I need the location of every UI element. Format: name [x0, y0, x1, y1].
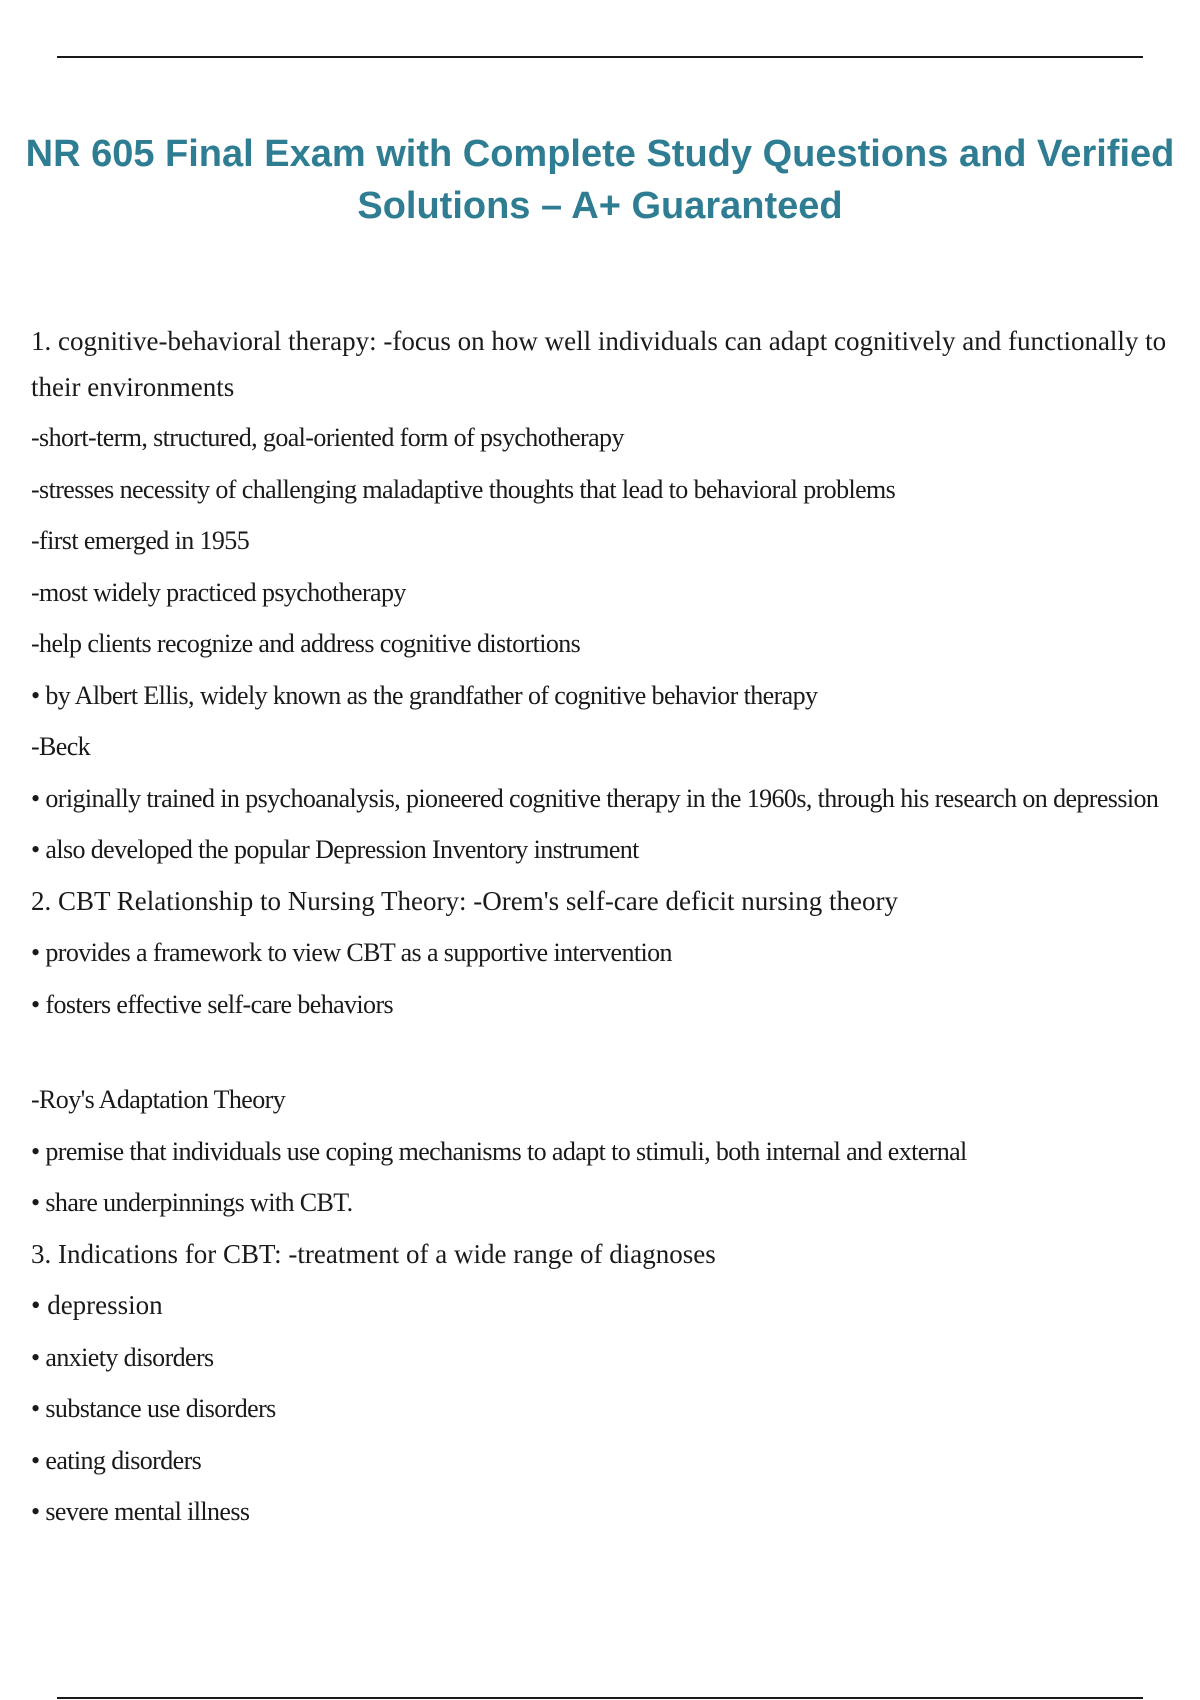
document-title — [0, 128, 1200, 232]
bullet-item: • by Albert Ellis, widely known as the grandfather of cognitive behavior therapy — [31, 680, 818, 710]
title-line-2: Solutions – A+ Guaranteed — [357, 185, 843, 227]
bullet-item: • anxiety disorders — [31, 1342, 214, 1372]
body-line: -short-term, structured, goal-oriented form of psychotherapy — [31, 423, 624, 452]
bullet-item: • fosters effective self-care behaviors — [31, 989, 394, 1019]
bullet-item: • also developed the popular Depression Inventory instrument — [31, 835, 639, 864]
blank-line — [31, 1030, 1196, 1074]
body-line: -help clients recognize and address cognitive distortions — [31, 629, 581, 658]
document-body — [31, 318, 1196, 1538]
body-line: -Beck — [31, 732, 91, 761]
bullet-item: • eating disorders — [31, 1445, 202, 1475]
bullet-item: • share underpinnings with CBT. — [31, 1188, 353, 1217]
top-rule — [57, 56, 1143, 58]
title-line-1: NR 605 Final Exam with Complete Study Questions and Verified — [25, 133, 1175, 175]
question-3: 3. Indications for CBT: -treatment of a wide range of diagnoses — [31, 1238, 716, 1269]
bullet-item: • substance use disorders — [31, 1394, 276, 1423]
body-line: -Roy's Adaptation Theory — [31, 1085, 286, 1114]
bullet-item: • provides a framework to view CBT as a supportive intervention — [31, 938, 672, 967]
bullet-item: • depression — [31, 1290, 163, 1320]
body-line: -stresses necessity of challenging maladaptive thoughts that lead to behavioral problems — [31, 474, 896, 504]
bottom-rule — [57, 1697, 1143, 1699]
body-line: -most widely practiced psychotherapy — [31, 577, 406, 607]
question-1: 1. cognitive-behavioral therapy: -focus on how well individuals can adapt cognitively and functionally to their environments — [31, 326, 1167, 402]
bullet-item: • premise that individuals use coping mechanisms to adapt to stimuli, both internal and external — [31, 1136, 967, 1166]
bullet-item: • originally trained in psychoanalysis, pioneered cognitive therapy in the 1960s, through his research on depression — [31, 783, 1159, 813]
question-2: 2. CBT Relationship to Nursing Theory: -Orem's self-care deficit nursing theory — [31, 885, 898, 916]
body-line: -first emerged in 1955 — [31, 526, 250, 555]
bullet-item: • severe mental illness — [31, 1497, 250, 1526]
